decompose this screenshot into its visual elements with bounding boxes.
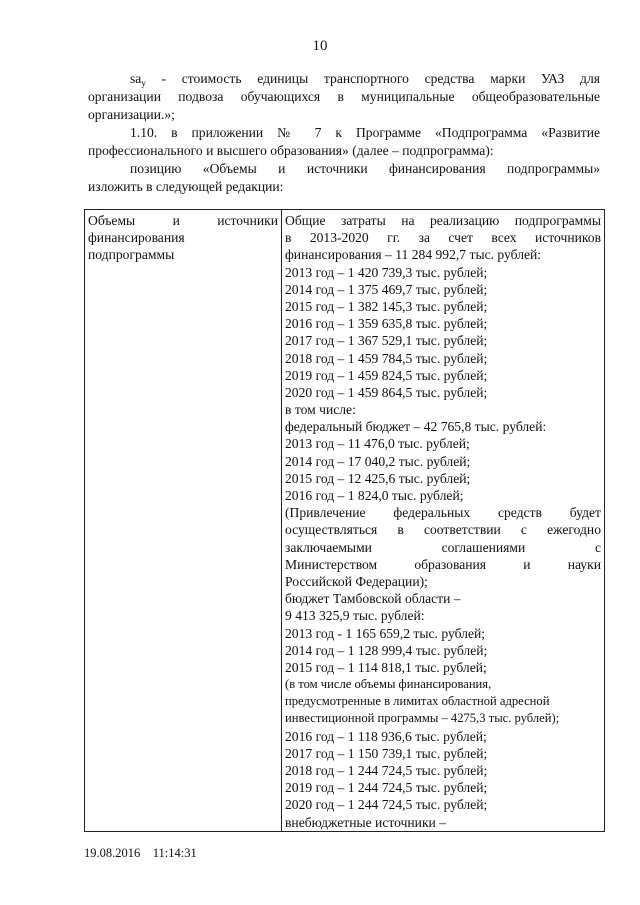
footer-time: 11:14:31 — [152, 846, 197, 860]
value-line: Министерством образования и науки — [285, 556, 601, 572]
value-line: инвестиционной программы – 4275,3 тыс. рублей); — [285, 711, 560, 726]
value-line: бюджет Тамбовской области – — [285, 591, 461, 607]
value-line: 2014 год – 1 375 469,7 тыс. рублей; — [285, 281, 488, 297]
value-line: 2013 год – 1 420 739,3 тыс. рублей; — [285, 264, 488, 280]
value-line: 2013 год – 11 476,0 тыс. рублей; — [285, 436, 470, 452]
page-number: 10 — [312, 38, 328, 54]
value-line: Российской Федерации); — [285, 573, 428, 589]
intro-line-5: профессионального и высшего образования» (далее – подпрограмма): — [88, 143, 494, 158]
value-line: 2017 год – 1 150 739,1 тыс. рублей; — [285, 745, 488, 761]
intro-line-7: изложить в следующей редакции: — [88, 179, 284, 194]
value-line: 2019 год – 1 244 724,5 тыс. рублей; — [285, 780, 488, 796]
value-line: в 2013-2020 гг. за счет всех источников — [285, 230, 601, 246]
value-line: 2015 год – 1 114 818,1 тыс. рублей; — [285, 659, 487, 675]
footer-date: 19.08.2016 — [84, 846, 141, 860]
value-line: 2018 год – 1 459 784,5 тыс. рублей; — [285, 350, 488, 366]
value-line: 2020 год – 1 459 864,5 тыс. рублей; — [285, 384, 488, 400]
intro-paragraph — [88, 70, 600, 196]
value-line: (Привлечение федеральных средств будет — [285, 505, 601, 521]
value-line: заключаемыми соглашениями с — [285, 539, 601, 555]
value-line: (в том числе объемы финансирования, — [285, 677, 492, 692]
value-line: 2017 год – 1 367 529,1 тыс. рублей; — [285, 333, 488, 349]
variable-symbol: sa — [130, 71, 142, 86]
value-line: 2013 год - 1 165 659,2 тыс. рублей; — [285, 625, 486, 641]
value-line: 2015 год – 1 382 145,3 тыс. рублей; — [285, 298, 488, 314]
variable-subscript: у — [141, 78, 146, 88]
value-line: 2016 год – 1 118 936,6 тыс. рублей; — [285, 728, 487, 744]
value-line: 2018 год – 1 244 724,5 тыс. рублей; — [285, 763, 488, 778]
value-line: 2014 год – 1 128 999,4 тыс. рублей; — [285, 642, 488, 658]
label-line: подпрограммы — [88, 247, 175, 263]
financing-table — [84, 209, 605, 832]
value-line: предусмотренные в лимитах областной адресной — [285, 694, 550, 709]
intro-line-1-text: - стоимость единицы транспортного средства марки УАЗ для — [145, 71, 600, 86]
intro-line-6: позицию «Объемы и источники финансирования подпрограммы» — [130, 161, 600, 176]
intro-line-2: организации подвоза обучающихся в муниципальные общеобразовательные — [88, 89, 600, 104]
intro-line-3: организации.»; — [88, 107, 175, 122]
value-line: 2014 год – 17 040,2 тыс. рублей; — [285, 453, 471, 469]
value-line: внебюджетные источники – — [285, 814, 447, 830]
value-line: 2016 год – 1 824,0 тыс. рублей; — [285, 488, 464, 503]
intro-line-4: 1.10. в приложении № 7 к Программе «Подпрограмма «Развитие — [130, 125, 600, 140]
value-line: 2019 год – 1 459 824,5 тыс. рублей; — [285, 367, 488, 383]
value-line: финансирования – 11 284 992,7 тыс. рублей: — [285, 247, 542, 263]
label-line: Объемы и источники — [88, 213, 278, 228]
financing-value-cell — [282, 210, 605, 832]
label-line: финансирования — [88, 230, 185, 246]
value-line: 2015 год – 12 425,6 тыс. рублей; — [285, 470, 471, 486]
intro-line-1 — [88, 70, 600, 88]
value-line: в том числе: — [285, 402, 356, 418]
value-line: федеральный бюджет – 42 765,8 тыс. рублей: — [285, 419, 547, 435]
value-line: 2020 год – 1 244 724,5 тыс. рублей; — [285, 797, 488, 813]
value-line: 9 413 325,9 тыс. рублей: — [285, 608, 425, 624]
value-line: 2016 год – 1 359 635,8 тыс. рублей; — [285, 316, 488, 332]
table-row — [85, 210, 605, 832]
footer-timestamp — [84, 846, 197, 861]
value-line: осуществляться в соответствии с ежегодно — [285, 522, 601, 538]
value-line: Общие затраты на реализацию подпрограммы — [285, 213, 601, 228]
financing-label-cell — [85, 210, 282, 832]
